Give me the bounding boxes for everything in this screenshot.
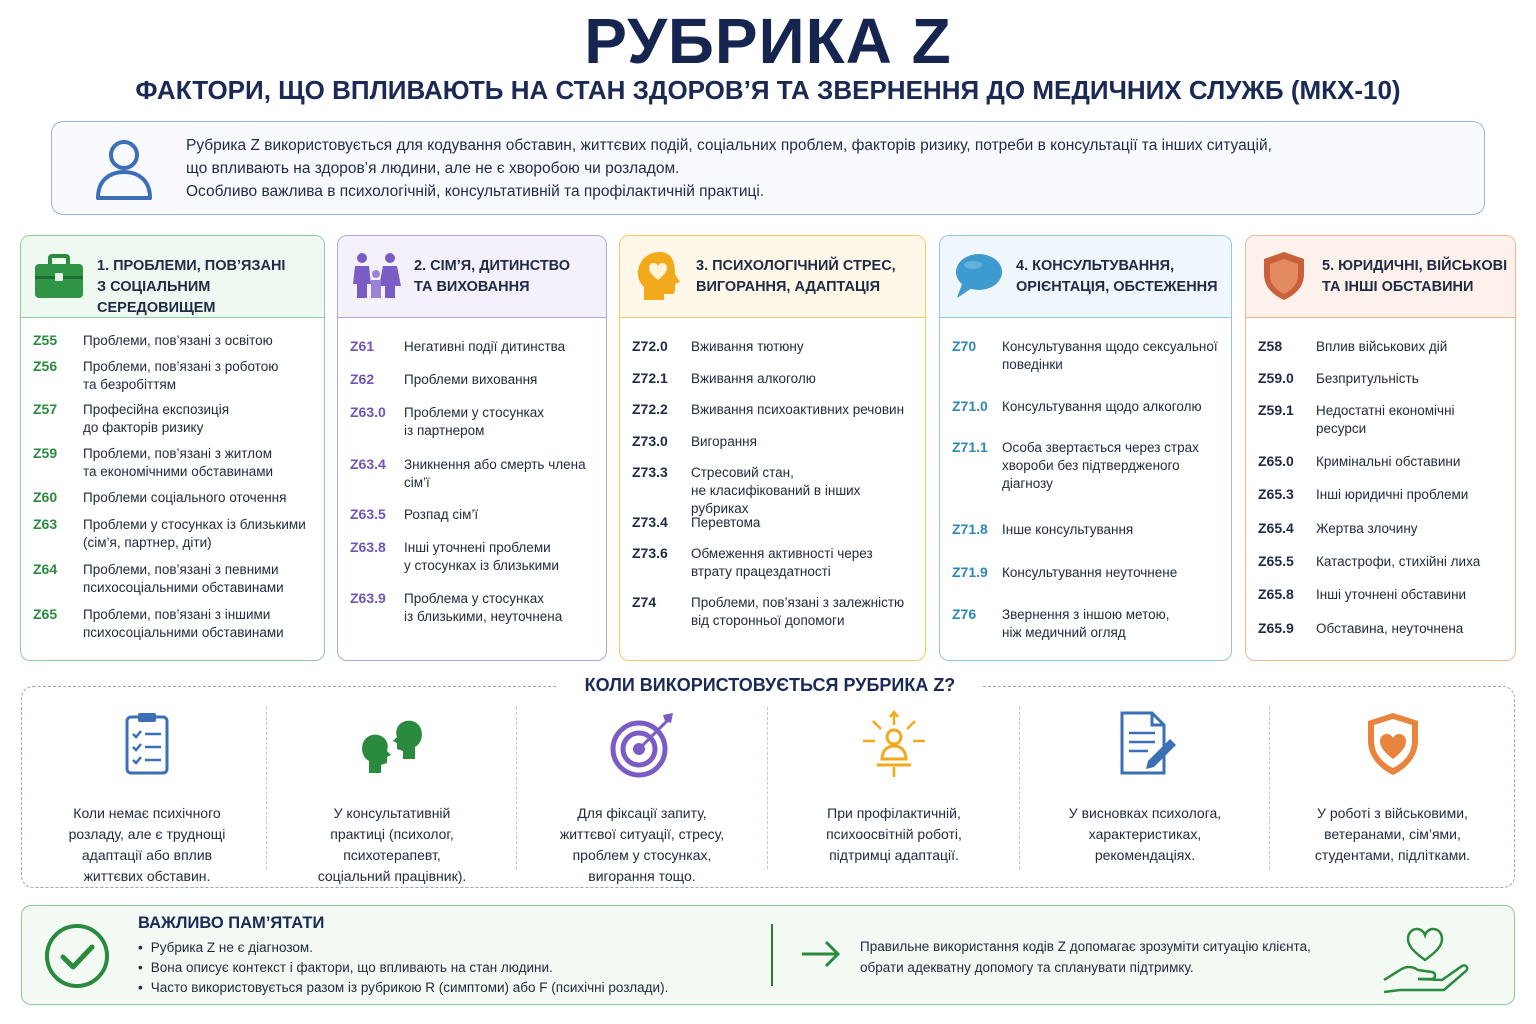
category-title: 3. ПСИХОЛОГІЧНИЙ СТРЕС, ВИГОРАННЯ, АДАПТАЦІЯ — [696, 258, 896, 295]
intro-box — [51, 121, 1485, 215]
code-description: Інші уточнені проблеми у стосунках із близькими — [404, 540, 559, 573]
code: Z73.4 — [632, 514, 668, 530]
category-title: 4. КОНСУЛЬТУВАННЯ, ОРІЄНТАЦІЯ, ОБСТЕЖЕННЯ — [1016, 258, 1218, 295]
code-description: Жертва злочину — [1316, 521, 1418, 536]
code-description: Проблеми, пов’язані з залежністю від сторонньої допомоги — [691, 595, 905, 628]
code: Z56 — [33, 358, 58, 374]
code-list — [338, 318, 606, 660]
two-heads-icon — [357, 709, 427, 779]
page-title: РУБРИКА Z — [584, 5, 952, 77]
divider — [767, 707, 768, 869]
code: Z63.5 — [350, 506, 386, 522]
check-circle-icon — [44, 923, 110, 989]
code: Z70 — [952, 338, 977, 354]
when-used-section — [21, 675, 1515, 888]
code-description: Безпритульність — [1316, 371, 1419, 386]
code: Z55 — [33, 332, 58, 348]
when-item — [774, 705, 1014, 877]
code: Z65 — [33, 606, 58, 622]
category-legal-military — [1245, 235, 1516, 661]
intro-line: Особливо важлива в психологічній, консультативній та профілактичній практиці. — [186, 183, 765, 200]
when-item — [32, 705, 262, 884]
when-item-text: У висновках психолога, характеристиках, рекомендаціях. — [1068, 805, 1222, 863]
category-family — [337, 235, 607, 661]
category-header — [940, 236, 1231, 318]
list-item: • Вона описує контекст і фактори, що впливають на стан людини. — [138, 958, 668, 978]
code-description: Проблеми у стосунках із партнером — [404, 405, 545, 438]
code-list — [940, 318, 1231, 660]
code: Z58 — [1258, 338, 1283, 354]
code: Z59.1 — [1258, 402, 1294, 418]
category-header — [21, 236, 324, 318]
divider — [266, 707, 267, 869]
code-description: Перевтома — [691, 515, 761, 530]
code: Z65.9 — [1258, 620, 1294, 636]
category-header — [1246, 236, 1515, 318]
category-consulting — [939, 235, 1232, 661]
code-description: Проблеми, пов’язані з іншими психосоціальними обставинами — [83, 607, 284, 640]
code-description: Проблеми, пов’язані з роботою та безробіттям — [83, 359, 279, 392]
category-title: 5. ЮРИДИЧНІ, ВІЙСЬКОВІ ТА ІНШІ ОБСТАВИНИ — [1322, 258, 1508, 295]
code: Z72.2 — [632, 401, 668, 417]
shield-heart-icon — [1358, 709, 1428, 779]
code: Z59.0 — [1258, 370, 1294, 386]
code: Z59 — [33, 445, 58, 461]
code-description: Проблеми, пов’язані з житлом та економічними обставинами — [83, 446, 274, 479]
list-item: • Часто використовується разом із рубрикою R (симптоми) або F (психічні розлади). — [138, 978, 668, 998]
code-description: Проблеми, пов’язані з освітою — [83, 333, 273, 348]
code-description: Проблеми, пов’язані з певними психосоціальними обставинами — [83, 562, 284, 595]
code-description: Вплив військових дій — [1316, 339, 1448, 354]
code: Z71.9 — [952, 564, 988, 580]
code: Z65.3 — [1258, 486, 1294, 502]
code: Z71.1 — [952, 439, 988, 455]
family-icon — [350, 250, 402, 302]
when-item — [272, 705, 512, 884]
code-description: Консультування неуточнене — [1002, 565, 1178, 580]
arrow-right-icon — [800, 938, 842, 970]
code: Z62 — [350, 371, 375, 387]
head-heart-icon — [632, 250, 684, 302]
code: Z57 — [33, 401, 58, 417]
category-title: 1. ПРОБЛЕМИ, ПОВ’ЯЗАНІ З СОЦІАЛЬНИМ СЕРЕДОВИЩЕМ — [97, 258, 286, 316]
intro-text — [186, 134, 1466, 203]
code: Z72.1 — [632, 370, 668, 386]
when-item — [1275, 705, 1510, 877]
code-description: Стресовий стан, не класифікований в інших рубриках — [691, 465, 861, 516]
code: Z73.6 — [632, 545, 668, 561]
code: Z63.0 — [350, 404, 386, 420]
important-note: Правильне використання кодів Z допомагає зрозуміти ситуацію клієнта, обрати адекватну допомогу та спланувати підтримку. — [860, 939, 1311, 975]
hand-heart-icon — [1380, 920, 1470, 994]
code-description: Кримінальні обставини — [1316, 454, 1461, 469]
when-item-text: У роботі з військовими, ветеранами, сім’ями, студентами, підлітками. — [1314, 805, 1471, 863]
code-description: Професійна експозиція до факторів ризику — [83, 402, 230, 435]
when-item-text: При профілактичній, психоосвітній роботі, підтримці адаптації. — [826, 805, 962, 863]
divider — [1269, 707, 1270, 869]
code-description: Консультування щодо алкоголю — [1002, 399, 1202, 414]
divider — [771, 924, 773, 986]
when-item-text: Коли немає психічного розладу, але є труднощі адаптації або вплив життєвих обставин. — [68, 805, 226, 884]
when-item — [1025, 705, 1265, 877]
code-description: Вживання алкоголю — [691, 371, 816, 386]
code-description: Проблема у стосунках із близькими, неуточнена — [404, 591, 563, 624]
code: Z71.8 — [952, 521, 988, 537]
code-description: Катастрофи, стихійні лиха — [1316, 554, 1481, 569]
important-box — [21, 905, 1515, 1005]
code: Z73.3 — [632, 464, 668, 480]
code-description: Консультування щодо сексуальної поведінки — [1002, 339, 1218, 372]
category-social-environment — [20, 235, 325, 661]
when-item-text: Для фіксації запиту, життєвої ситуації, стресу, проблем у стосунках, вигорання тощо. — [559, 805, 725, 884]
shield-icon — [1258, 250, 1310, 302]
category-title: 2. СІМ’Я, ДИТИНСТВО ТА ВИХОВАННЯ — [414, 258, 571, 295]
code: Z72.0 — [632, 338, 668, 354]
code-description: Інші юридичні проблеми — [1316, 487, 1469, 502]
code: Z76 — [952, 606, 977, 622]
code: Z65.0 — [1258, 453, 1294, 469]
intro-line: Рубрика Z використовується для кодування обставин, життєвих подій, соціальних проблем, факторів ризику, потреби в консультації та інших ситуацій, — [186, 137, 1272, 154]
code: Z63 — [33, 516, 58, 532]
code: Z60 — [33, 489, 58, 505]
code-description: Обмеження активності через втрату працездатності — [691, 546, 873, 579]
code-description: Розпад сім’ї — [404, 507, 479, 522]
code-description: Інше консультування — [1002, 522, 1134, 537]
code-description: Проблеми виховання — [404, 372, 538, 387]
code-description: Недостатні економічні ресурси — [1316, 403, 1455, 436]
code: Z63.4 — [350, 456, 386, 472]
code: Z65.5 — [1258, 553, 1294, 569]
important-list — [138, 938, 668, 998]
code-description: Проблеми соціального оточення — [83, 490, 287, 505]
code: Z63.8 — [350, 539, 386, 555]
important-title: ВАЖЛИВО ПАМ’ЯТАТИ — [138, 914, 325, 932]
document-pen-icon — [1110, 709, 1180, 779]
code: Z61 — [350, 338, 375, 354]
code: Z73.0 — [632, 433, 668, 449]
code-description: Негативні події дитинства — [404, 339, 566, 354]
category-stress — [619, 235, 926, 661]
person-icon — [92, 136, 156, 202]
code-description: Особа звертається через страх хвороби без підтвердженого діагнозу — [1002, 440, 1199, 491]
when-item — [522, 705, 762, 884]
code-description: Вигорання — [691, 434, 757, 449]
code-list — [620, 318, 925, 660]
when-item-text: У консультативній практиці (психолог, психотерапевт, соціальний працівник). — [317, 805, 467, 884]
code-description: Вживання психоактивних речовин — [691, 402, 905, 417]
code: Z65.8 — [1258, 586, 1294, 602]
code-description: Інші уточнені обставини — [1316, 587, 1467, 602]
code-list — [21, 318, 324, 660]
code: Z63.9 — [350, 590, 386, 606]
briefcase-icon — [33, 250, 85, 302]
target-icon — [607, 709, 677, 779]
list-item: • Рубрика Z не є діагнозом. — [138, 938, 668, 958]
code-description: Обставина, неуточнена — [1316, 621, 1464, 636]
code-list — [1246, 318, 1515, 660]
category-header — [620, 236, 925, 318]
divider — [1019, 707, 1020, 869]
intro-line: що впливають на здоров’я людини, але не є хворобою чи розладом. — [186, 160, 680, 177]
speech-bubble-icon — [952, 250, 1004, 302]
code-description: Вживання тютюну — [691, 339, 804, 354]
page-subtitle: ФАКТОРИ, ЩО ВПЛИВАЮТЬ НА СТАН ЗДОРОВ’Я ТА ЗВЕРНЕННЯ ДО МЕДИЧНИХ СЛУЖБ (МКХ-10) — [135, 75, 1401, 105]
when-used-title: КОЛИ ВИКОРИСТОВУЄТЬСЯ РУБРИКА Z? — [557, 675, 983, 696]
code: Z74 — [632, 594, 657, 610]
code: Z65.4 — [1258, 520, 1294, 536]
code-description: Звернення з іншою метою, ніж медичний огляд — [1002, 607, 1170, 640]
code-description: Проблеми у стосунках із близькими (сім’я, партнер, діти) — [83, 517, 306, 550]
checklist-icon — [112, 709, 182, 779]
code: Z64 — [33, 561, 58, 577]
person-arrows-icon — [859, 709, 929, 779]
category-header — [338, 236, 606, 318]
code: Z71.0 — [952, 398, 988, 414]
divider — [516, 707, 517, 869]
code-description: Зникнення або смерть члена сім’ї — [404, 457, 586, 490]
